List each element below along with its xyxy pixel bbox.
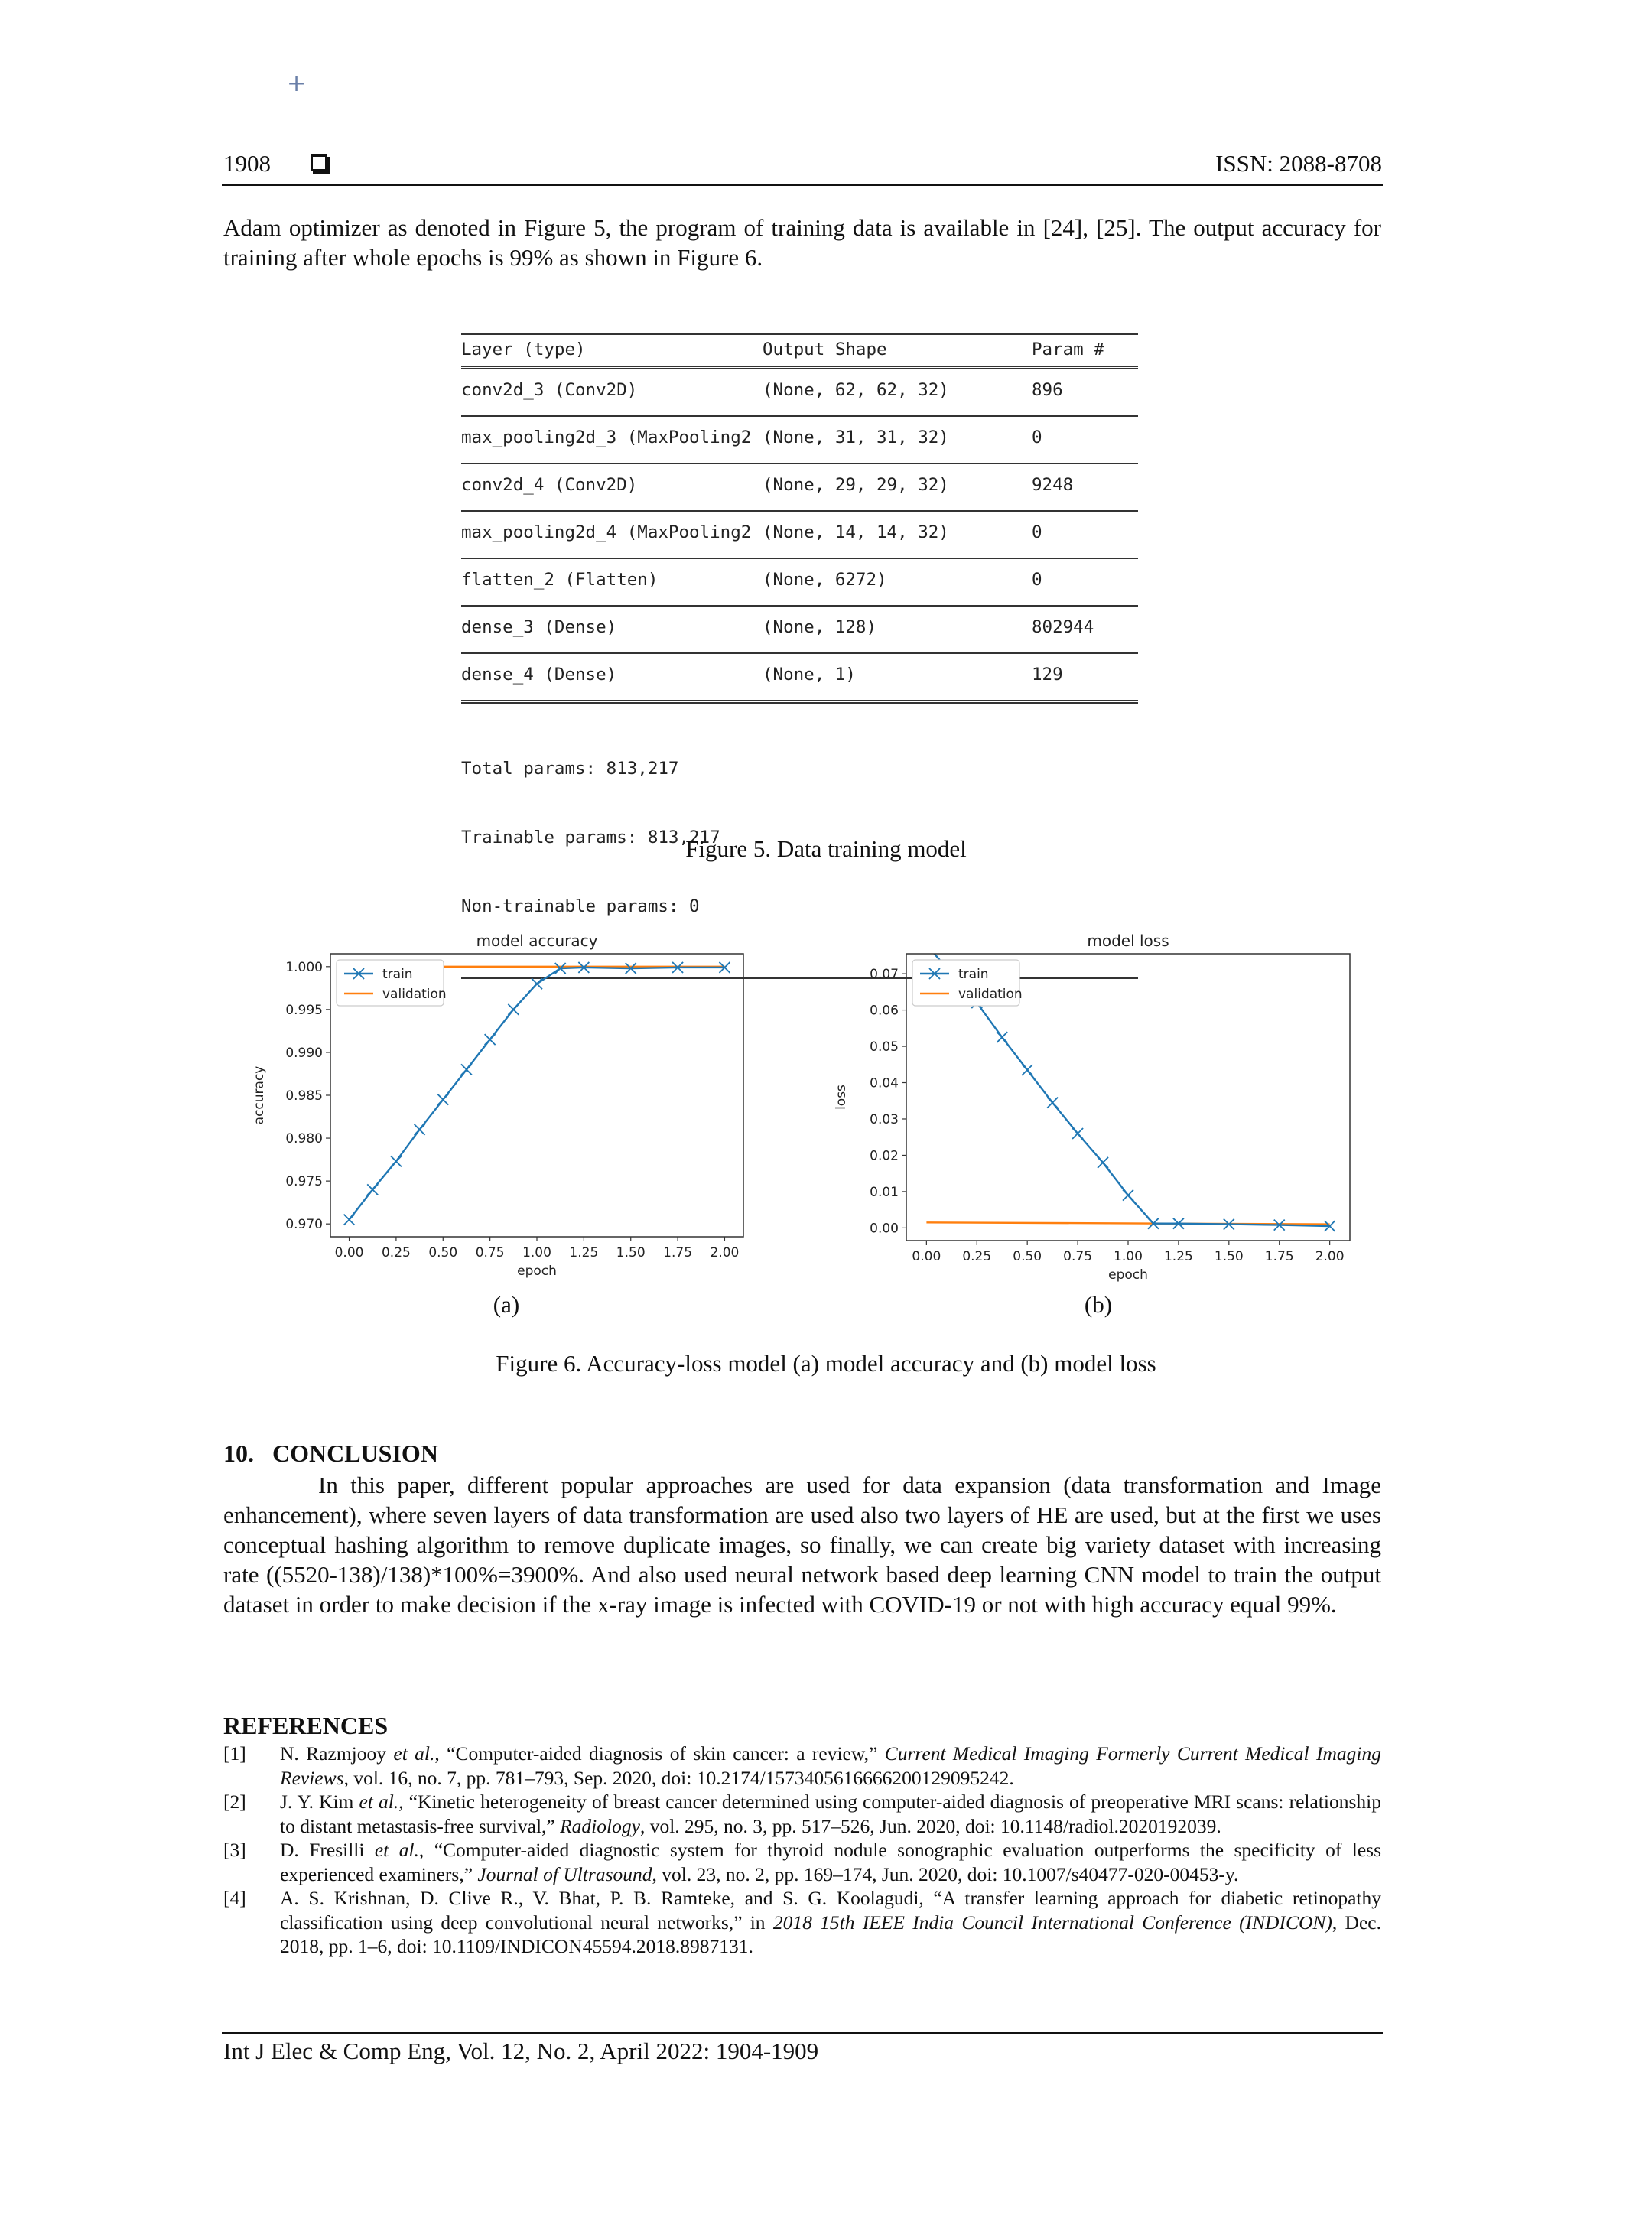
- layer-name: dense_4 (Dense): [461, 665, 617, 685]
- conclusion-title: 10. CONCLUSION: [223, 1439, 438, 1467]
- layer-name: conv2d_3 (Conv2D): [461, 380, 638, 400]
- reference-item: [223, 1886, 1381, 1959]
- header-param: Param #: [1032, 340, 1104, 359]
- references-title: REFERENCES: [223, 1712, 389, 1739]
- data-point-marker: [391, 1156, 402, 1166]
- x-tick-label: 1.00: [522, 1245, 551, 1260]
- layer-name: flatten_2 (Flatten): [461, 570, 659, 590]
- issn: ISSN: 2088-8708: [1215, 150, 1382, 177]
- x-tick-label: 2.00: [1315, 1249, 1345, 1264]
- param-count: 0: [1032, 428, 1042, 447]
- x-tick-label: 1.75: [1264, 1249, 1294, 1264]
- reference-number: [2]: [223, 1791, 246, 1813]
- reference-journal: Journal of Ultrasound: [477, 1862, 652, 1885]
- reference-journal: Radiology: [560, 1814, 640, 1837]
- figure5-caption: Figure 5. Data training model: [685, 835, 967, 862]
- x-tick-label: 1.25: [569, 1245, 599, 1260]
- reference-journal: Current Medical Imaging Formerly Current Medical Imaging Reviews: [280, 1742, 1382, 1789]
- y-tick-label: 0.980: [285, 1131, 323, 1147]
- reference-details: , Dec. 2018, pp. 1–6, doi: 10.1109/INDICON45594.2018.8987131.: [280, 1911, 1381, 1957]
- reference-number: [1]: [223, 1742, 246, 1765]
- layer-name: dense_3 (Dense): [461, 617, 617, 637]
- reference-authors: D. Fresilli: [280, 1839, 375, 1861]
- layer-name: max_pooling2d_3 (MaxPooling2: [461, 428, 752, 447]
- data-point-marker: [1098, 1157, 1108, 1168]
- data-point-marker: [1123, 1190, 1133, 1201]
- legend-label-train: train: [382, 967, 413, 982]
- layer-name: max_pooling2d_4 (MaxPooling2: [461, 522, 752, 542]
- y-tick-label: 0.990: [285, 1045, 323, 1061]
- x-tick-label: 1.25: [1163, 1249, 1193, 1264]
- y-tick-label: 0.05: [870, 1039, 899, 1055]
- x-tick-label: 0.75: [475, 1245, 505, 1260]
- reference-number: [4]: [223, 1887, 246, 1909]
- reference-authors: J. Y. Kim: [280, 1791, 359, 1813]
- x-tick-label: 0.00: [912, 1249, 941, 1264]
- y-tick-label: 0.01: [870, 1184, 899, 1200]
- y-tick-label: 0.07: [870, 967, 899, 983]
- x-tick-label: 1.75: [663, 1245, 693, 1260]
- y-tick-label: 0.03: [870, 1111, 899, 1127]
- model-summary-table: [461, 333, 1138, 979]
- x-tick-label: 0.50: [1013, 1249, 1042, 1264]
- reference-etal: et al.: [393, 1742, 435, 1765]
- legend-label-train: train: [958, 967, 989, 982]
- data-point-marker: [508, 1004, 519, 1015]
- summary-row: [461, 654, 1138, 700]
- output-shape: (None, 14, 14, 32): [763, 522, 949, 542]
- subfigure-label-b: (b): [1084, 1291, 1113, 1318]
- output-shape: (None, 31, 31, 32): [763, 428, 949, 447]
- reference-authors: N. Razmjooy: [280, 1742, 394, 1765]
- y-tick-label: 0.970: [285, 1217, 323, 1233]
- param-count: 9248: [1032, 475, 1074, 495]
- reference-etal: et al.: [374, 1839, 419, 1861]
- output-shape: (None, 6272): [763, 570, 887, 590]
- trainable-params: Trainable params: 813,217: [461, 828, 720, 847]
- y-tick-label: 0.995: [285, 1002, 323, 1018]
- summary-header-row: [461, 335, 1138, 366]
- page-number: 1908: [223, 150, 271, 177]
- reference-details: , vol. 23, no. 2, pp. 169–174, Jun. 2020, doi: 10.1007/s40477-020-00453-y.: [652, 1862, 1239, 1885]
- reference-item: [223, 1742, 1381, 1790]
- data-point-marker: [367, 1184, 378, 1195]
- footer-citation: Int J Elec & Comp Eng, Vol. 12, No. 2, April 2022: 1904-1909: [223, 2038, 819, 2064]
- x-tick-label: 2.00: [710, 1245, 740, 1260]
- footer-rule: [222, 2032, 1383, 2034]
- square-icon: [311, 154, 327, 171]
- plus-mark: +: [287, 70, 307, 97]
- summary-row: [461, 559, 1138, 605]
- output-shape: (None, 29, 29, 32): [763, 475, 949, 495]
- reference-item: [223, 1790, 1381, 1838]
- reference-journal: 2018 15th IEEE India Council International Conference (INDICON): [772, 1911, 1332, 1934]
- y-tick-label: 0.985: [285, 1088, 323, 1104]
- accuracy-chart: [252, 922, 750, 1289]
- data-point-marker: [461, 1064, 472, 1075]
- legend-label-validation: validation: [382, 987, 447, 1002]
- total-params: Total params: 813,217: [461, 759, 679, 779]
- y-axis-label: accuracy: [252, 1065, 267, 1125]
- y-tick-label: 0.04: [870, 1075, 899, 1091]
- x-tick-label: 0.25: [381, 1245, 411, 1260]
- reference-item: [223, 1838, 1381, 1886]
- layer-name: conv2d_4 (Conv2D): [461, 475, 638, 495]
- reference-authors: A. S. Krishnan, D. Clive R., V. Bhat, P. B. Ramteke, and S. G. Koolagudi, “A transfer learning approach for diabetic retinopathy classification using deep convolutional neural networks,” in: [280, 1887, 1381, 1934]
- x-tick-label: 0.75: [1063, 1249, 1093, 1264]
- y-tick-label: 1.000: [285, 959, 323, 975]
- intro-text: Adam optimizer as denoted in Figure 5, the program of training data is available in [24], [25]. The output accuracy for training after whole epochs is 99% as shown in Figure 6.: [223, 214, 1381, 271]
- summary-row: [461, 369, 1138, 415]
- reference-number: [3]: [223, 1839, 246, 1861]
- figure6-caption: Figure 6. Accuracy-loss model (a) model accuracy and (b) model loss: [496, 1350, 1156, 1377]
- param-count: 0: [1032, 522, 1042, 542]
- data-point-marker: [437, 1094, 448, 1105]
- y-axis-label: loss: [834, 1085, 849, 1110]
- y-tick-label: 0.00: [870, 1221, 899, 1237]
- reference-etal: et al.: [359, 1791, 399, 1813]
- summary-row: [461, 417, 1138, 463]
- reference-title: , “Computer-aided diagnostic system for thyroid nodule sonographic evaluation outperforms the specificity of less experienced examiners,”: [280, 1839, 1381, 1885]
- y-tick-label: 0.975: [285, 1174, 323, 1190]
- chart-title: model loss: [1087, 932, 1169, 950]
- header-layer: Layer (type): [461, 340, 586, 359]
- summary-row: [461, 607, 1138, 652]
- x-tick-label: 0.50: [428, 1245, 458, 1260]
- subfigure-label-a: (a): [493, 1291, 520, 1318]
- data-point-marker: [344, 1215, 355, 1225]
- reference-title: , “Computer-aided diagnosis of skin cancer: a review,”: [434, 1742, 885, 1765]
- x-tick-label: 1.50: [616, 1245, 646, 1260]
- param-count: 129: [1032, 665, 1063, 685]
- intro-paragraph: [223, 213, 1381, 272]
- data-point-marker: [1022, 1065, 1032, 1075]
- x-tick-label: 1.00: [1114, 1249, 1143, 1264]
- x-tick-label: 1.50: [1214, 1249, 1244, 1264]
- summary-row: [461, 512, 1138, 558]
- data-point-marker: [532, 978, 542, 989]
- conclusion-text: In this paper, different popular approaches are used for data expansion (data transformation and Image enhancement), where seven layers of data transformation are used also two layers of HE are used, but at the first we uses conceptual hashing algorithm to remove duplicate images, so finally, we can create big variety dataset with increasing rate ((5520-138)/138)*100%=3900%. And also used neural network based deep learning CNN model to train the output dataset in order to make decision if the x-ray image is infected with COVID-19 or not with high accuracy equal 99%.: [223, 1472, 1381, 1618]
- loss-chart: [834, 922, 1358, 1289]
- reference-details: , vol. 16, no. 7, pp. 781–793, Sep. 2020, doi: 10.2174/1573405616666200129095242.: [343, 1766, 1014, 1789]
- reference-details: , vol. 295, no. 3, pp. 517–526, Jun. 2020, doi: 10.1148/radiol.2020192039.: [639, 1814, 1221, 1837]
- data-point-marker: [1072, 1128, 1083, 1139]
- x-tick-label: 0.00: [334, 1245, 364, 1260]
- header-rule: [222, 184, 1383, 186]
- data-point-marker: [997, 1032, 1007, 1042]
- data-point-marker: [1047, 1098, 1058, 1108]
- x-axis-label: epoch: [517, 1264, 557, 1279]
- reference-title: , “Kinetic heterogeneity of breast cancer determined using computer-aided diagnosis of preoperative MRI scans: relationship to distant metastasis-free survival,”: [280, 1791, 1381, 1837]
- param-count: 896: [1032, 380, 1063, 400]
- data-point-marker: [485, 1034, 496, 1045]
- param-count: 802944: [1032, 617, 1094, 637]
- chart-title: model accuracy: [476, 932, 598, 950]
- references-list: [223, 1742, 1381, 1959]
- param-count: 0: [1032, 570, 1042, 590]
- y-tick-label: 0.02: [870, 1148, 899, 1164]
- summary-row: [461, 464, 1138, 510]
- x-tick-label: 0.25: [962, 1249, 992, 1264]
- conclusion-paragraph: [223, 1470, 1381, 1619]
- legend-label-validation: validation: [958, 987, 1023, 1002]
- output-shape: (None, 1): [763, 665, 856, 685]
- y-tick-label: 0.06: [870, 1003, 899, 1019]
- output-shape: (None, 62, 62, 32): [763, 380, 949, 400]
- x-axis-label: epoch: [1108, 1267, 1148, 1283]
- data-point-marker: [415, 1124, 425, 1135]
- header-output-shape: Output Shape: [763, 340, 887, 359]
- non-trainable-params: Non-trainable params: 0: [461, 896, 700, 916]
- data-point-marker: [921, 939, 932, 950]
- output-shape: (None, 128): [763, 617, 877, 637]
